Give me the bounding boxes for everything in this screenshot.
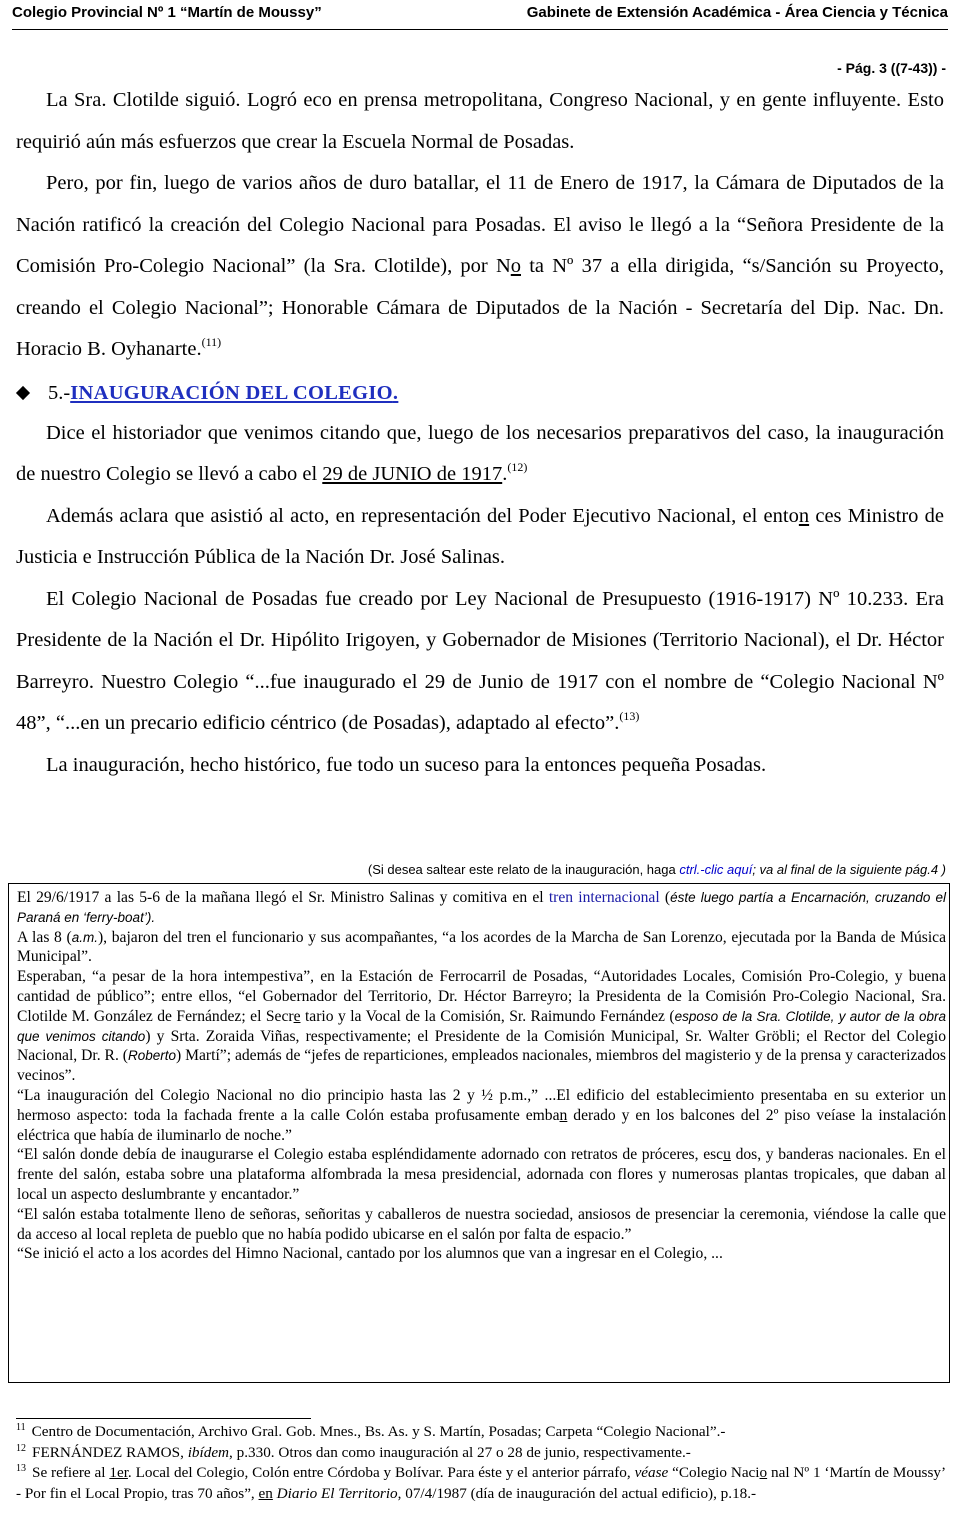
- paragraph-text: ta Nº 37 a ella dirigida, “s/Sanción su Proyecto, creando el Colegio Nacional”; Honorable Cámara de Diputados de la Nación - Secretaría del Dip. Nac. Dn. Horacio B. Oyhanarte.: [16, 255, 944, 360]
- paragraph-text: .: [502, 463, 508, 485]
- paragraph: [16, 579, 944, 745]
- footnote-number: 11: [16, 1422, 26, 1433]
- paragraph-text: El Colegio Nacional de Posadas fue creado por Ley Nacional de Presupuesto (1916-1917) Nº 10.233. Era Presidente de la Nación el Dr. Hipólito Irigoyen, y Gobernador de Misiones (Territorio Nacional), el Dr. Héctor Barreyro. Nuestro Colegio “...fue inaugurado el 29 de Junio de 1917 con el nombre de “Colegio Nacional Nº 48”, “...en un precario edificio céntrico (de Posadas), adaptado al efecto”.: [16, 587, 944, 734]
- footnote: [16, 1463, 946, 1504]
- footnote-italic: Diario El Territorio: [276, 1484, 398, 1502]
- footnote: [16, 1422, 946, 1443]
- train-link[interactable]: tren internacional: [548, 889, 660, 906]
- box-italic-run: Roberto: [127, 1048, 176, 1064]
- box-text-run: ) Martí”; además de “jefes de reparticiones, empleados nacionales, miembros del magisterio y de la prensa y caracterizados vecinos”.: [17, 1047, 946, 1085]
- box-text-run: A las 8 (: [17, 928, 72, 946]
- underlined-text: u: [723, 1146, 731, 1164]
- box-italic-run: a.m.: [71, 929, 98, 945]
- footnote-divider: [16, 1418, 311, 1419]
- box-text-run: “La inauguración del Colegio Nacional no dio principio hasta las 2 y ½ p.m.,” ...El edificio del establecimiento presentaba en su exterior un hermoso aspecto: toda la fachada frente a la calle Colón estaba profusamente emba: [17, 1086, 946, 1124]
- footnote-text: Se refiere al: [32, 1464, 110, 1481]
- footnote-text: Centro de Documentación, Archivo Gral. Gob. Mnes., Bs. As. y S. Martín, Posadas; Carpeta “Colegio Nacional”.-: [31, 1423, 726, 1440]
- box-text-run: “El salón donde debía de inaugurarse el Colegio estaba espléndidamente adornado con retratos de próceres, esc: [17, 1146, 724, 1164]
- footnote-text: FERNÁNDEZ RAMOS,: [32, 1443, 188, 1461]
- paragraph: [16, 163, 944, 371]
- box-italic-run: esposo de la Sra. Clotilde, y autor de la obra que venimos citando: [17, 1008, 946, 1044]
- box-text-run: ), bajaron del tren el funcionario y sus acompañantes, “a los acordes de la Marcha de San Lorenzo, ejecutada por la Banda de Música Municipal”.: [17, 928, 946, 966]
- main-text: [16, 80, 944, 786]
- box-paragraph: [17, 928, 946, 968]
- skip-link[interactable]: ctrl.-clic aquí: [679, 862, 753, 877]
- box-paragraph: [17, 888, 946, 928]
- underlined-text: o: [510, 255, 521, 277]
- page-header: [12, 4, 948, 22]
- footnote-italic: véase: [634, 1464, 669, 1481]
- section-number: 5.-: [48, 381, 71, 404]
- section-heading: [16, 373, 944, 413]
- header-divider: [12, 29, 948, 30]
- box-text-run: dos, y banderas nacionales. En el frente del salón, estaba sobre una plataforma alfombrada la mesa presidencial, adornada con flores y numerosas plantas tropicales, que daban al local un aspecto deslumbrante y encantador.”: [17, 1146, 946, 1203]
- footnote: [16, 1443, 946, 1464]
- underlined-text: n: [559, 1106, 568, 1124]
- footnote-italic: ibídem: [187, 1443, 230, 1461]
- box-text-run: derado y en los balcones del 2º piso veíase la instalación eléctrica que había de iluminarlo de noche.”: [17, 1106, 946, 1144]
- footnote-number: 13: [16, 1463, 26, 1474]
- box-paragraph: [17, 967, 946, 1086]
- box-text-run: (: [659, 889, 671, 906]
- box-paragraph: “Se inició el acto a los acordes del Himno Nacional, cantado por los alumnos que van a ingresar en el Colegio, ...: [17, 1245, 723, 1263]
- diamond-bullet-icon: [16, 385, 30, 399]
- underlined-text: en: [258, 1484, 273, 1502]
- header-school-name: Colegio Provincial Nº 1 “Martín de Moussy”: [12, 4, 322, 21]
- footnote-text: , 07/4/1987 (día de inauguración del actual edificio), p.18.-: [397, 1484, 757, 1502]
- footnote-ref[interactable]: (12): [507, 460, 528, 474]
- skip-note-text: (Si desea saltear este relato de la inauguración, haga: [367, 862, 680, 877]
- footnote-text: . Local del Colegio, Colón entre Córdoba y Bolívar. Para éste y el anterior párrafo,: [127, 1464, 635, 1481]
- paragraph: [16, 496, 944, 579]
- underlined-text: n: [798, 504, 810, 527]
- footnote-text: “Colegio Naci: [668, 1464, 760, 1481]
- box-text-run: tario y la Vocal de la Comisión, Sr. Raimundo Fernández (: [300, 1007, 675, 1025]
- paragraph-text: Dice el historiador que venimos citando que, luego de los necesarios preparativos del caso, la inauguración de nuestro Colegio se llevó a cabo el: [16, 421, 944, 485]
- paragraph-text: ces Ministro de Justicia e Instrucción Pública de la Nación Dr. José Salinas.: [16, 504, 944, 568]
- paragraph: La inauguración, hecho histórico, fue todo un suceso para la entonces pequeña Posadas.: [46, 753, 767, 776]
- paragraph: [16, 413, 944, 496]
- page-number: - Pág. 3 ((7-43)) -: [837, 60, 946, 76]
- header-department: Gabinete de Extensión Académica - Área Ciencia y Técnica: [526, 4, 948, 21]
- paragraph-text: Pero, por fin, luego de varios años de duro batallar, el 11 de Enero de 1917, la Cámara de Diputados de la Nación ratificó la creación del Colegio Nacional para Posadas. El aviso le llegó a la “Señora Presidente de la Comisión Pro-Colegio Nacional” (la Sra. Clotilde), por N: [16, 172, 944, 277]
- box-text-run: ) y Srta. Zoraida Viñas, respectivamente; el Presidente de la Comisión Municipal, Sr. Walter Gröbli; el Rector del Colegio Nacional, Dr. R. (: [17, 1027, 947, 1065]
- box-text-run: El 29/6/1917 a las 5-6 de la mañana llegó el Sr. Ministro Salinas y comitiva en el: [17, 889, 549, 906]
- footnote-number: 12: [16, 1442, 26, 1454]
- underlined-date: 29 de JUNIO de 1917: [322, 463, 503, 485]
- underlined-text: e: [293, 1007, 301, 1025]
- section-title-period: .: [392, 381, 399, 404]
- box-paragraph: [17, 1086, 946, 1145]
- inauguration-account-box: [8, 883, 950, 1383]
- box-italic-run: éste luego partía a Encarnación, cruzando el Paraná en ‘ferry-boat’).: [17, 890, 946, 925]
- section-title: INAUGURACIÓN DEL COLEGIO: [70, 381, 393, 404]
- footnote-ref[interactable]: (11): [201, 335, 222, 349]
- underlined-text: 1er: [109, 1464, 128, 1481]
- box-paragraph: “El salón estaba totalmente lleno de señoras, señoritas y caballeros de nuestra sociedad, ansiosos de presenciar la ceremonia, viéndose la calle que da acceso al local repleta de pueblo que no había podido ubicarse en el salón por falta de espacio.”: [17, 1205, 946, 1243]
- paragraph: La Sra. Clotilde siguió. Logró eco en prensa metropolitana, Congreso Nacional, y en gente influyente. Esto requirió aún más esfuerzos que crear la Escuela Normal de Posadas.: [16, 89, 944, 153]
- skip-note-text: ; va al final de la siguiente pág.4 ): [752, 862, 946, 877]
- footnotes: [16, 1422, 946, 1504]
- box-text-run: Esperaban, “a pesar de la hora intempestiva”, en la Estación de Ferrocarril de Posadas, “Autoridades Locales, Comisión Pro-Colegio, y buena cantidad de público”; entre ellos, “el Gobernador del Territorio, Dr. Héctor Barreyro; la Presidenta de la Comisión Pro-Colegio Nacional, Sra. Clotilde M. González de Fernández; el Secr: [17, 968, 946, 1025]
- paragraph-text: Además aclara que asistió al acto, en representación del Poder Ejecutivo Nacional, el ento: [46, 504, 799, 527]
- footnote-text: , p.330. Otros dan como inauguración al 27 o 28 de junio, respectivamente.-: [229, 1443, 691, 1461]
- skip-note: [368, 862, 946, 877]
- footnote-text: nal Nº 1 ‘Martín de Moussy’ - Por fin el Local Propio, tras 70 años”,: [16, 1464, 947, 1502]
- box-text: [17, 888, 946, 1264]
- box-paragraph: [17, 1145, 946, 1204]
- underlined-text: o: [759, 1464, 768, 1481]
- footnote-ref[interactable]: (13): [619, 709, 640, 723]
